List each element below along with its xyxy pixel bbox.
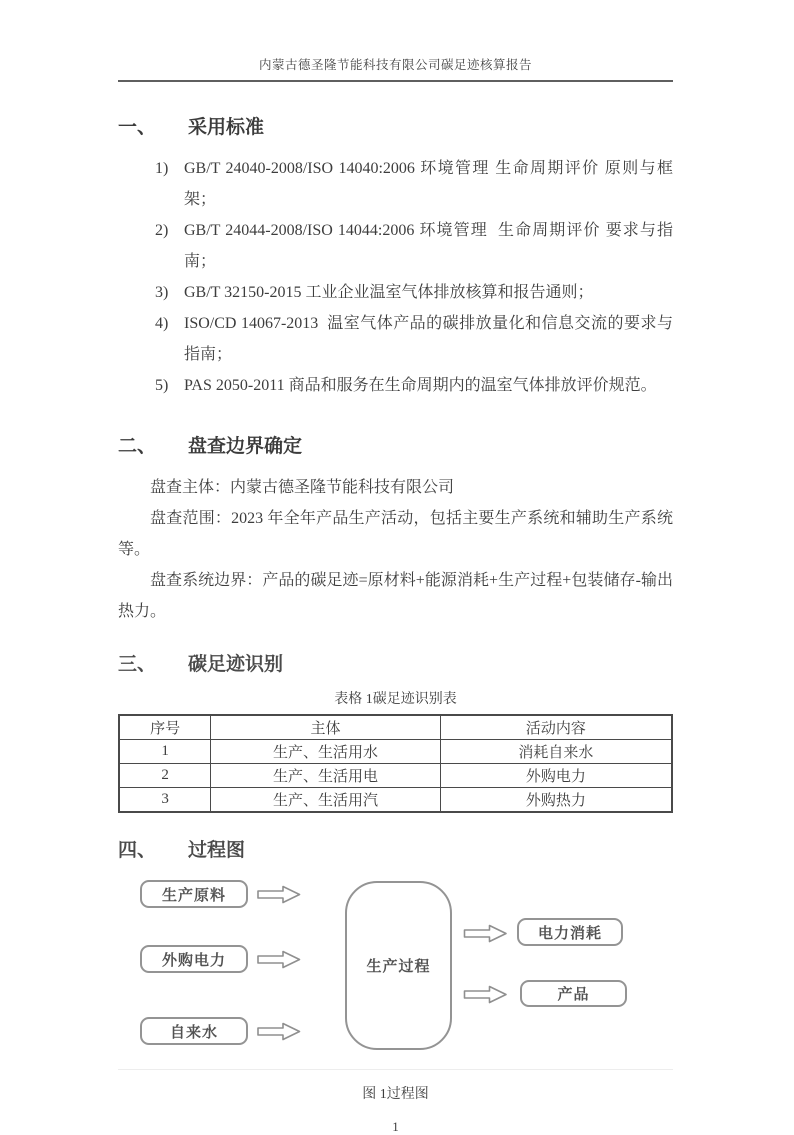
flow-arrow-icon [257,885,301,904]
diagram-bottom-edge [118,1069,673,1070]
section-heading-identification [118,649,673,676]
paragraph-inspection-subject: 盘查主体：内蒙古德圣隆节能科技有限公司 [150,479,455,496]
footprint-identification-table [118,714,673,813]
section-heading-boundary [118,431,673,458]
table-header-row [119,715,672,740]
list-item-text: GB/T 24040-2008/ISO 14040:2006 环境管理 生命周期评价 原则与框架； [184,160,673,208]
list-item-number: 4) [155,315,169,332]
list-item-number: 2) [155,222,169,239]
paragraph-system-boundary: 盘查系统边界：产品的碳足迹=原材料+能源消耗+生产过程+包装储存-输出热力。 [118,572,673,620]
list-item-number: 3) [155,284,169,301]
cell-no: 3 [119,788,211,813]
table-row [119,764,672,788]
figure-caption: 图 1过程图 [362,1087,429,1102]
section-heading-process [118,835,673,862]
list-item-number: 1) [155,160,169,177]
list-item-number: 5) [155,377,169,394]
diagram-node-electricity-consumption: 电力消耗 [517,918,623,946]
process-flow-diagram [118,880,673,1056]
table-row [119,788,672,813]
list-item-text: ISO/CD 14067-2013 温室气体产品的碳排放量化和信息交流的要求与指南； [184,315,673,363]
flow-arrow-icon [463,985,508,1004]
column-header-activity: 活动内容 [440,715,672,740]
standards-list [155,153,673,401]
cell-activity: 消耗自来水 [440,740,672,764]
section-title: 碳足迹识别 [188,654,284,675]
diagram-node-purchased-electricity: 外购电力 [140,945,248,973]
cell-activity: 外购电力 [440,764,672,788]
flow-arrow-icon [257,1022,301,1041]
document-header: 内蒙古德圣隆节能科技有限公司碳足迹核算报告 [118,55,673,82]
flow-arrow-icon [463,924,508,943]
list-item [155,277,673,308]
table-caption: 表格 1碳足迹识别表 [334,692,457,707]
section-number: 一、 [118,117,157,138]
section-number: 二、 [118,436,157,457]
page-number: 1 [392,1119,399,1134]
list-item [155,308,673,370]
cell-subject: 生产、生活用电 [211,764,440,788]
list-item-text: GB/T 32150-2015 工业企业温室气体排放核算和报告通则； [184,284,594,301]
diagram-node-raw-materials: 生产原料 [140,880,248,908]
flow-arrow-icon [257,950,301,969]
section-number: 四、 [118,840,157,861]
section-title: 采用标准 [188,117,265,138]
section-heading-standards [118,112,673,139]
section-number: 三、 [118,654,157,675]
cell-subject: 生产、生活用汽 [211,788,440,813]
column-header-no: 序号 [119,715,211,740]
section-title: 盘查边界确定 [188,436,303,457]
column-header-subject: 主体 [211,715,440,740]
cell-no: 1 [119,740,211,764]
list-item [155,370,673,401]
cell-activity: 外购热力 [440,788,672,813]
paragraph-inspection-scope: 盘查范围：2023 年全年产品生产活动，包括主要生产系统和辅助生产系统等。 [118,510,673,558]
list-item-text: PAS 2050-2011 商品和服务在生命周期内的温室气体排放评价规范。 [184,377,657,394]
list-item-text: GB/T 24044-2008/ISO 14044:2006 环境管理 生命周期评价 要求与指南； [184,222,673,270]
diagram-node-production-process: 生产过程 [345,881,452,1050]
list-item [155,215,673,277]
diagram-node-tap-water: 自来水 [140,1017,248,1045]
list-item [155,153,673,215]
section-title: 过程图 [188,840,246,861]
diagram-node-product: 产品 [520,980,627,1007]
table-row [119,740,672,764]
cell-subject: 生产、生活用水 [211,740,440,764]
cell-no: 2 [119,764,211,788]
